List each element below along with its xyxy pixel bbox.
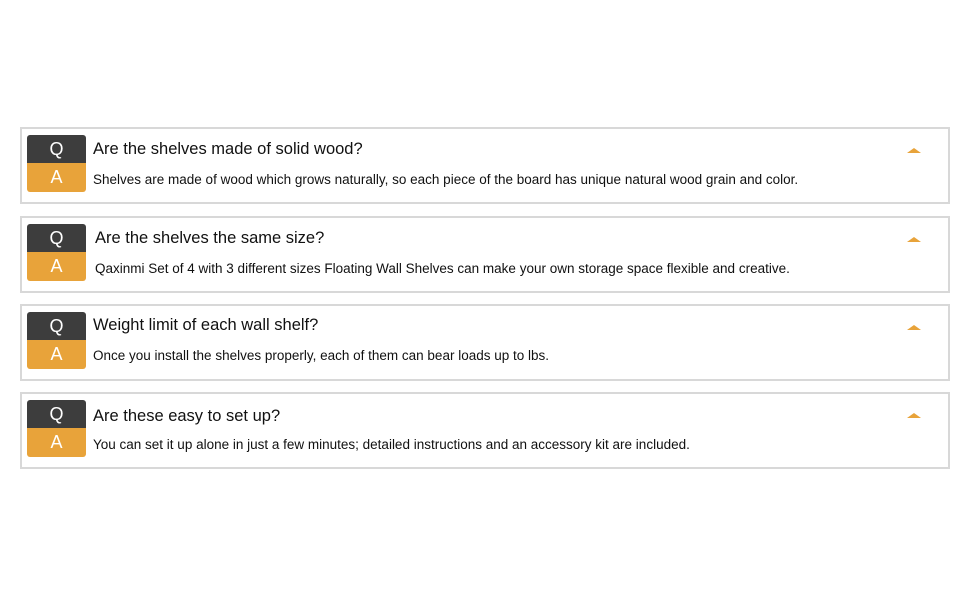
faq-question: Are the shelves made of solid wood?: [93, 140, 363, 158]
qa-badge: [27, 400, 86, 457]
collapse-toggle-button[interactable]: [904, 232, 924, 246]
faq-question: Are these easy to set up?: [93, 407, 281, 425]
faq-answer: You can set it up alone in just a few minutes; detailed instructions and an accessory kit are included.: [93, 437, 690, 452]
faq-question: Weight limit of each wall shelf?: [93, 316, 319, 334]
chevron-up-icon: [904, 320, 924, 334]
faq-item[interactable]: [20, 392, 950, 469]
chevron-up-icon: [904, 408, 924, 422]
faq-answer: Qaxinmi Set of 4 with 3 different sizes Floating Wall Shelves can make your own storage space flexible and creative.: [95, 261, 790, 276]
chevron-up-icon: [904, 143, 924, 157]
answer-badge: A: [27, 252, 86, 281]
chevron-up-icon: [904, 232, 924, 246]
question-badge: Q: [27, 400, 86, 428]
question-badge: Q: [27, 224, 86, 252]
answer-badge: A: [27, 428, 86, 457]
faq-answer: Shelves are made of wood which grows naturally, so each piece of the board has unique natural wood grain and color.: [93, 172, 799, 187]
qa-badge: [27, 224, 86, 281]
qa-badge: [27, 135, 86, 192]
collapse-toggle-button[interactable]: [904, 143, 924, 157]
question-badge: Q: [27, 312, 86, 340]
collapse-toggle-button[interactable]: [904, 408, 924, 422]
faq-question: Are the shelves the same size?: [95, 229, 325, 247]
faq-item[interactable]: [20, 216, 950, 293]
qa-badge: [27, 312, 86, 369]
faq-item[interactable]: [20, 304, 950, 381]
answer-badge: A: [27, 340, 86, 369]
question-badge: Q: [27, 135, 86, 163]
collapse-toggle-button[interactable]: [904, 320, 924, 334]
answer-badge: A: [27, 163, 86, 192]
faq-item[interactable]: [20, 127, 950, 204]
faq-answer: Once you install the shelves properly, each of them can bear loads up to lbs.: [93, 348, 550, 363]
